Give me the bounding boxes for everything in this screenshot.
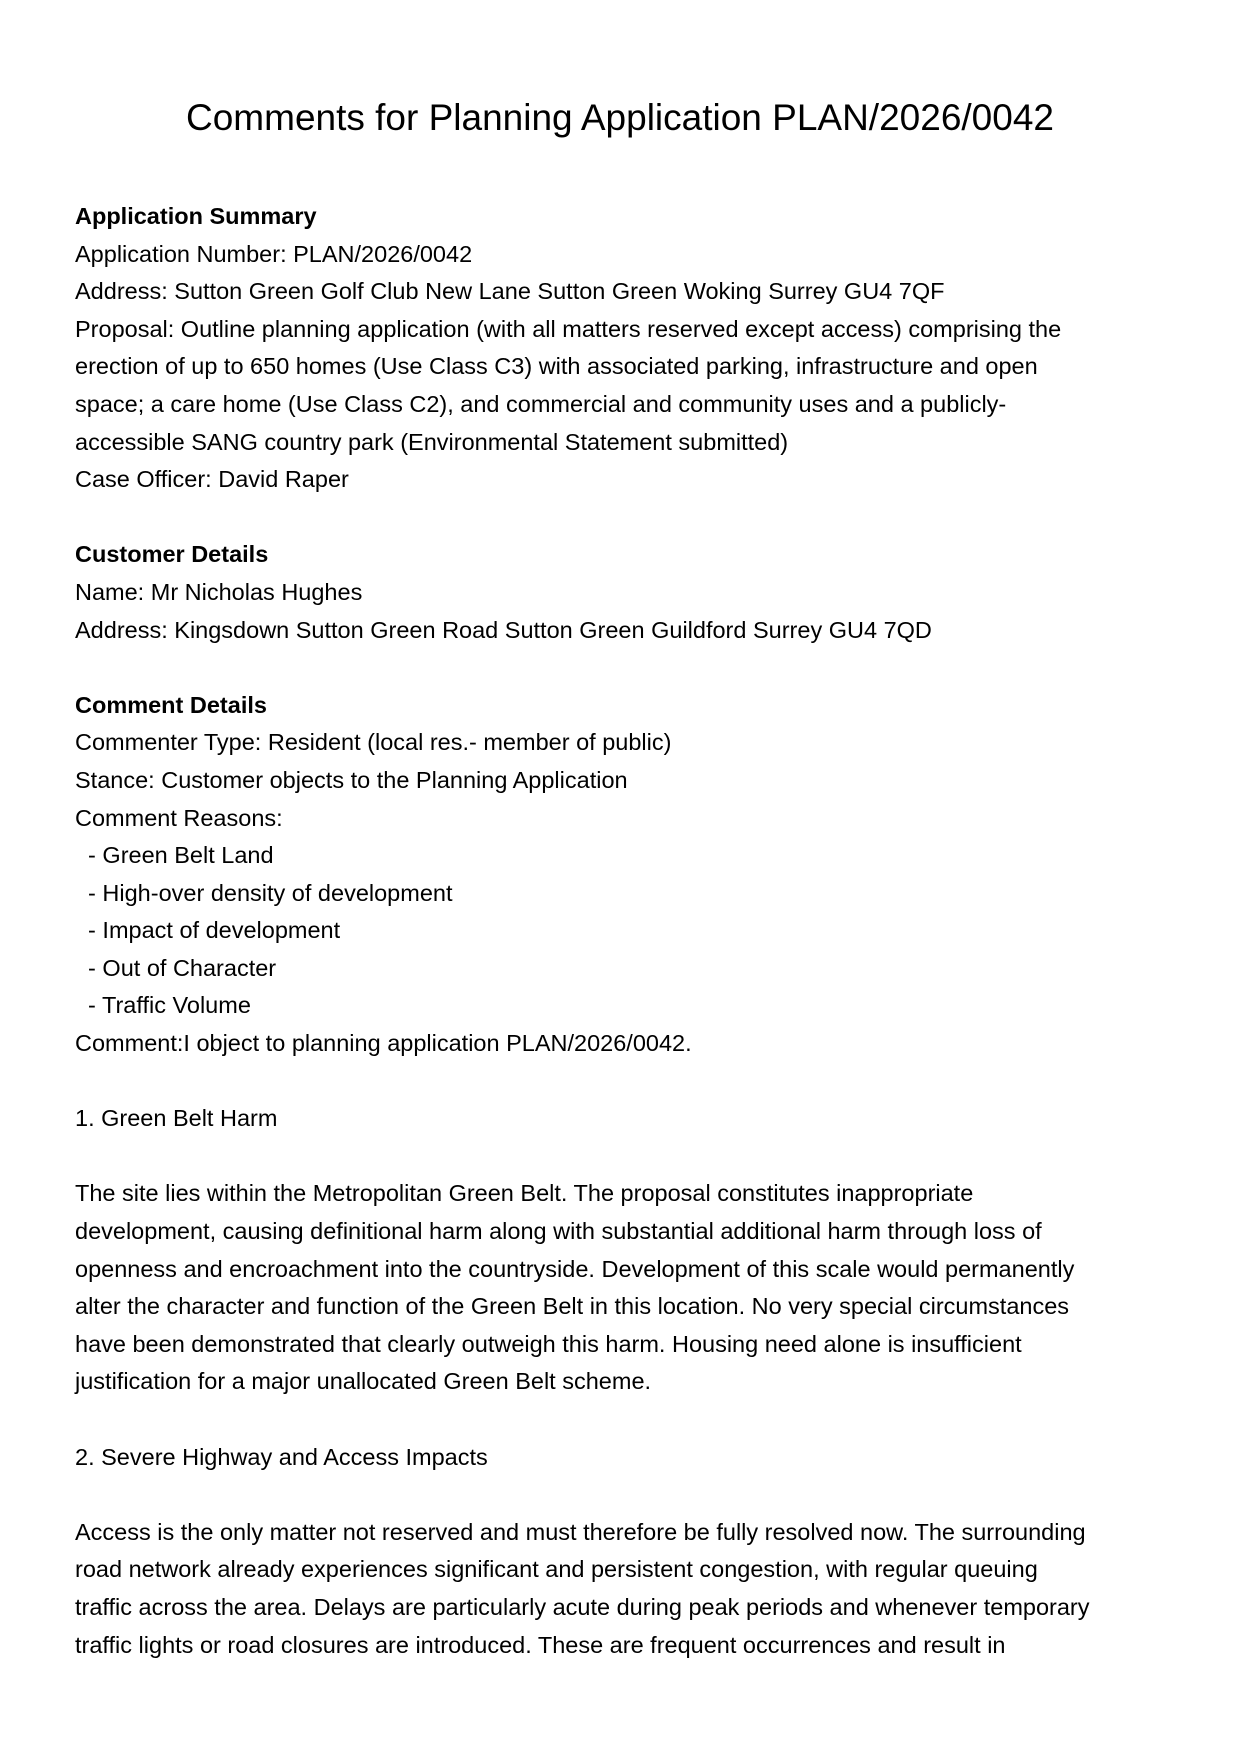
paragraph-line: road network already experiences significant and persistent congestion, with regular queuing — [75, 1556, 1038, 1583]
comment-section-green-belt — [75, 1100, 1175, 1401]
section-heading: Comment Details — [75, 691, 267, 718]
spacer — [75, 1401, 1175, 1439]
paragraph-line: traffic across the area. Delays are particularly acute during peak periods and whenever temporary — [75, 1593, 1090, 1620]
spacer — [75, 1476, 1175, 1514]
paragraph-line: alter the character and function of the Green Belt in this location. No very special circumstances — [75, 1293, 1070, 1320]
comment-reason-item: - High-over density of development — [75, 879, 453, 906]
spacer — [75, 499, 1175, 537]
comment-reason-item: - Impact of development — [75, 917, 341, 944]
proposal-line: space; a care home (Use Class C2), and commercial and community uses and a publicly- — [75, 390, 1007, 417]
paragraph-line: The site lies within the Metropolitan Green Belt. The proposal constitutes inappropriate — [75, 1180, 974, 1207]
proposal-line: Proposal: Outline planning application (with all matters reserved except access) comprising the — [75, 315, 1062, 342]
paragraph-line: traffic lights or road closures are introduced. These are frequent occurrences and result in — [75, 1631, 1006, 1658]
spacer — [75, 649, 1175, 687]
proposal-line: erection of up to 650 homes (Use Class C3) with associated parking, infrastructure and open — [75, 353, 1038, 380]
customer-name: Name: Mr Nicholas Hughes — [75, 578, 363, 605]
commenter-type: Commenter Type: Resident (local res.- member of public) — [75, 729, 672, 756]
paragraph-line: have been demonstrated that clearly outweigh this harm. Housing need alone is insufficient — [75, 1330, 1022, 1357]
spacer — [75, 1138, 1175, 1176]
comment-section-heading: 2. Severe Highway and Access Impacts — [75, 1443, 488, 1470]
paragraph-line: Access is the only matter not reserved and must therefore be fully resolved now. The surrounding — [75, 1518, 1086, 1545]
comment-reason-item: - Out of Character — [75, 954, 277, 981]
application-address: Address: Sutton Green Golf Club New Lane Sutton Green Woking Surrey GU4 7QF — [75, 278, 945, 305]
section-heading: Customer Details — [75, 541, 269, 568]
comment-intro: Comment:I object to planning application PLAN/2026/0042. — [75, 1030, 692, 1057]
paragraph-line: openness and encroachment into the countryside. Development of this scale would permanently — [75, 1255, 1075, 1282]
comment-reason-item: - Traffic Volume — [75, 992, 251, 1019]
document-body — [75, 198, 1175, 1664]
comment-reason-item: - Green Belt Land — [75, 842, 274, 869]
customer-details-section — [75, 536, 1175, 649]
paragraph-line: development, causing definitional harm along with substantial additional harm through loss of — [75, 1218, 1042, 1245]
comment-reasons-label: Comment Reasons: — [75, 804, 283, 831]
comment-details-section — [75, 687, 1175, 1063]
case-officer: Case Officer: David Raper — [75, 466, 349, 493]
comment-section-highway — [75, 1439, 1175, 1665]
section-heading: Application Summary — [75, 203, 317, 229]
stance: Stance: Customer objects to the Planning Application — [75, 766, 628, 793]
comment-section-heading: 1. Green Belt Harm — [75, 1105, 278, 1132]
paragraph-line: justification for a major unallocated Green Belt scheme. — [75, 1368, 652, 1395]
application-summary-section — [75, 198, 1175, 499]
spacer — [75, 1063, 1175, 1101]
application-number: Application Number: PLAN/2026/0042 — [75, 240, 473, 267]
customer-address: Address: Kingsdown Sutton Green Road Sutton Green Guildford Surrey GU4 7QD — [75, 616, 932, 643]
proposal-line: accessible SANG country park (Environmental Statement submitted) — [75, 428, 789, 455]
page-title: Comments for Planning Application PLAN/2026/0042 — [186, 97, 1054, 138]
